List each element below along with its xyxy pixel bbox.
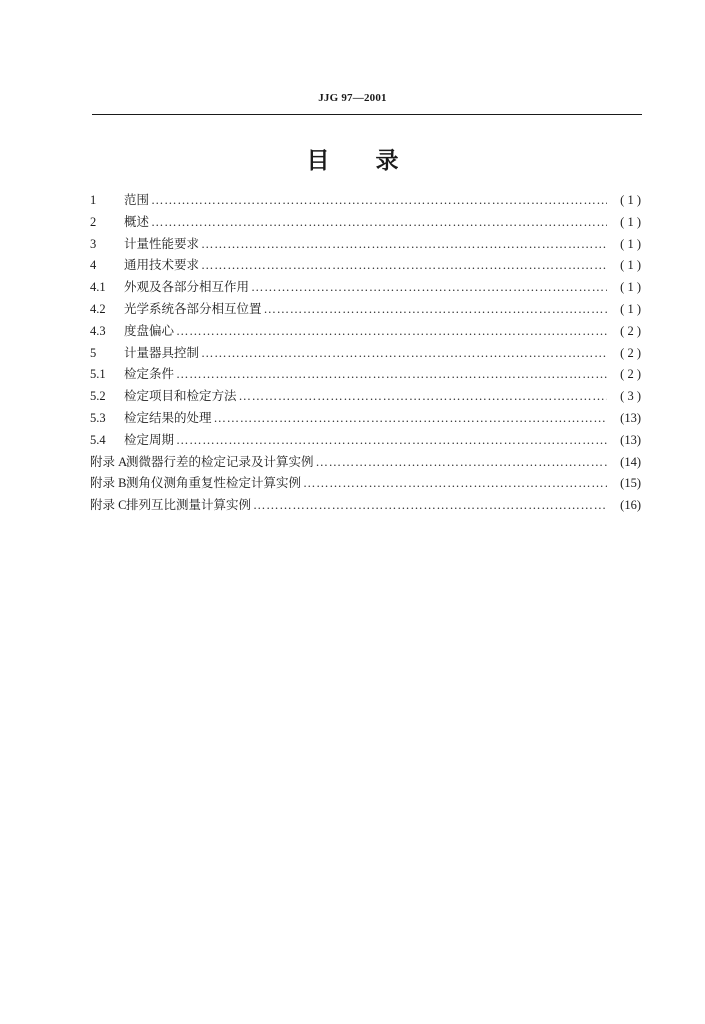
toc-entry[interactable] bbox=[90, 212, 641, 234]
toc-entry-page: ( 3 ) bbox=[620, 389, 641, 404]
toc-entry-number: 3 bbox=[90, 236, 97, 251]
toc-entry-page: ( 1 ) bbox=[620, 214, 641, 229]
toc-entry[interactable] bbox=[90, 234, 641, 256]
toc-entry-page: ( 2 ) bbox=[620, 323, 641, 338]
toc-entry-page: ( 1 ) bbox=[620, 236, 641, 251]
toc-entry-label: 通用技术要求 bbox=[124, 257, 200, 273]
toc-dot-leader bbox=[303, 476, 607, 491]
toc-dot-leader bbox=[201, 237, 607, 252]
toc-entry-label: 外观及各部分相互作用 bbox=[124, 279, 250, 295]
toc-entry[interactable] bbox=[90, 495, 641, 517]
toc-entry-label: 概述 bbox=[124, 213, 150, 229]
toc-dot-leader bbox=[253, 498, 607, 513]
toc-title-char-2: 录 bbox=[375, 148, 399, 174]
toc-entry-page: (14) bbox=[620, 454, 641, 469]
toc-entry-page: (13) bbox=[620, 410, 641, 425]
toc-entry-number: 5.1 bbox=[90, 367, 106, 382]
toc-entry-label: 检定项目和检定方法 bbox=[124, 388, 237, 404]
toc-entry-label: 排列互比测量计算实例 bbox=[126, 497, 252, 513]
toc-entry-page: ( 1 ) bbox=[620, 258, 641, 273]
toc-entry-number: 4.1 bbox=[90, 280, 106, 295]
header-rule bbox=[92, 114, 642, 115]
toc-dot-leader bbox=[201, 258, 607, 273]
toc-entry-label: 检定周期 bbox=[124, 431, 175, 447]
toc-entry[interactable] bbox=[90, 408, 641, 430]
toc-dot-leader bbox=[264, 302, 607, 317]
toc-entry-page: ( 2 ) bbox=[620, 367, 641, 382]
toc-entry-number: 4.3 bbox=[90, 323, 106, 338]
toc-dot-leader bbox=[316, 455, 607, 470]
toc-entry-page: ( 1 ) bbox=[620, 193, 641, 207]
toc-entry-number: 2 bbox=[90, 214, 97, 229]
toc-list bbox=[90, 190, 641, 517]
toc-entry-number: 附录 A bbox=[90, 454, 128, 469]
toc-entry[interactable] bbox=[90, 277, 641, 299]
toc-entry-page: (13) bbox=[620, 432, 641, 447]
toc-dot-leader bbox=[214, 411, 607, 426]
toc-dot-leader bbox=[176, 433, 607, 448]
toc-entry-number: 4.2 bbox=[90, 301, 106, 316]
toc-entry[interactable] bbox=[90, 473, 641, 495]
toc-entry-number: 5 bbox=[90, 345, 97, 360]
toc-entry-label: 检定条件 bbox=[124, 366, 175, 382]
toc-entry-number: 1 bbox=[90, 193, 97, 207]
toc-entry-number: 5.2 bbox=[90, 389, 106, 404]
toc-entry-label: 度盘偏心 bbox=[124, 322, 175, 338]
toc-entry-number: 附录 B bbox=[90, 476, 127, 491]
toc-entry-label: 测微器行差的检定记录及计算实例 bbox=[126, 453, 314, 469]
toc-entry[interactable] bbox=[90, 321, 641, 343]
toc-entry-page: (15) bbox=[620, 476, 641, 491]
toc-entry[interactable] bbox=[90, 255, 641, 277]
toc-entry[interactable] bbox=[90, 364, 641, 386]
toc-entry-label: 检定结果的处理 bbox=[124, 409, 212, 425]
toc-entry-label: 计量器具控制 bbox=[124, 344, 200, 360]
toc-entry[interactable] bbox=[90, 452, 641, 474]
toc-dot-leader bbox=[151, 215, 607, 230]
toc-entry-number: 5.4 bbox=[90, 432, 106, 447]
toc-entry-label: 光学系统各部分相互位置 bbox=[124, 300, 262, 316]
toc-entry[interactable] bbox=[90, 190, 641, 212]
toc-title-char-1: 目 bbox=[306, 148, 330, 174]
toc-title bbox=[0, 142, 705, 175]
toc-dot-leader bbox=[151, 193, 607, 208]
toc-entry[interactable] bbox=[90, 299, 641, 321]
toc-entry-label: 计量性能要求 bbox=[124, 235, 200, 251]
toc-dot-leader bbox=[176, 367, 607, 382]
toc-entry-label: 测角仪测角重复性检定计算实例 bbox=[126, 475, 302, 491]
toc-entry[interactable] bbox=[90, 430, 641, 452]
toc-entry[interactable] bbox=[90, 386, 641, 408]
toc-entry-page: ( 1 ) bbox=[620, 301, 641, 316]
toc-entry-page: (16) bbox=[620, 498, 641, 513]
toc-dot-leader bbox=[239, 389, 607, 404]
toc-entry-label: 范围 bbox=[124, 192, 150, 207]
toc-dot-leader bbox=[251, 280, 607, 295]
toc-entry-number: 5.3 bbox=[90, 410, 106, 425]
toc-dot-leader bbox=[176, 324, 607, 339]
page-header-code: JJG 97—2001 bbox=[318, 92, 387, 104]
toc-entry-number: 附录 C bbox=[90, 498, 127, 513]
toc-entry-page: ( 2 ) bbox=[620, 345, 641, 360]
toc-entry-number: 4 bbox=[90, 258, 97, 273]
toc-dot-leader bbox=[201, 346, 607, 361]
toc-entry[interactable] bbox=[90, 343, 641, 365]
toc-entry-page: ( 1 ) bbox=[620, 280, 641, 295]
